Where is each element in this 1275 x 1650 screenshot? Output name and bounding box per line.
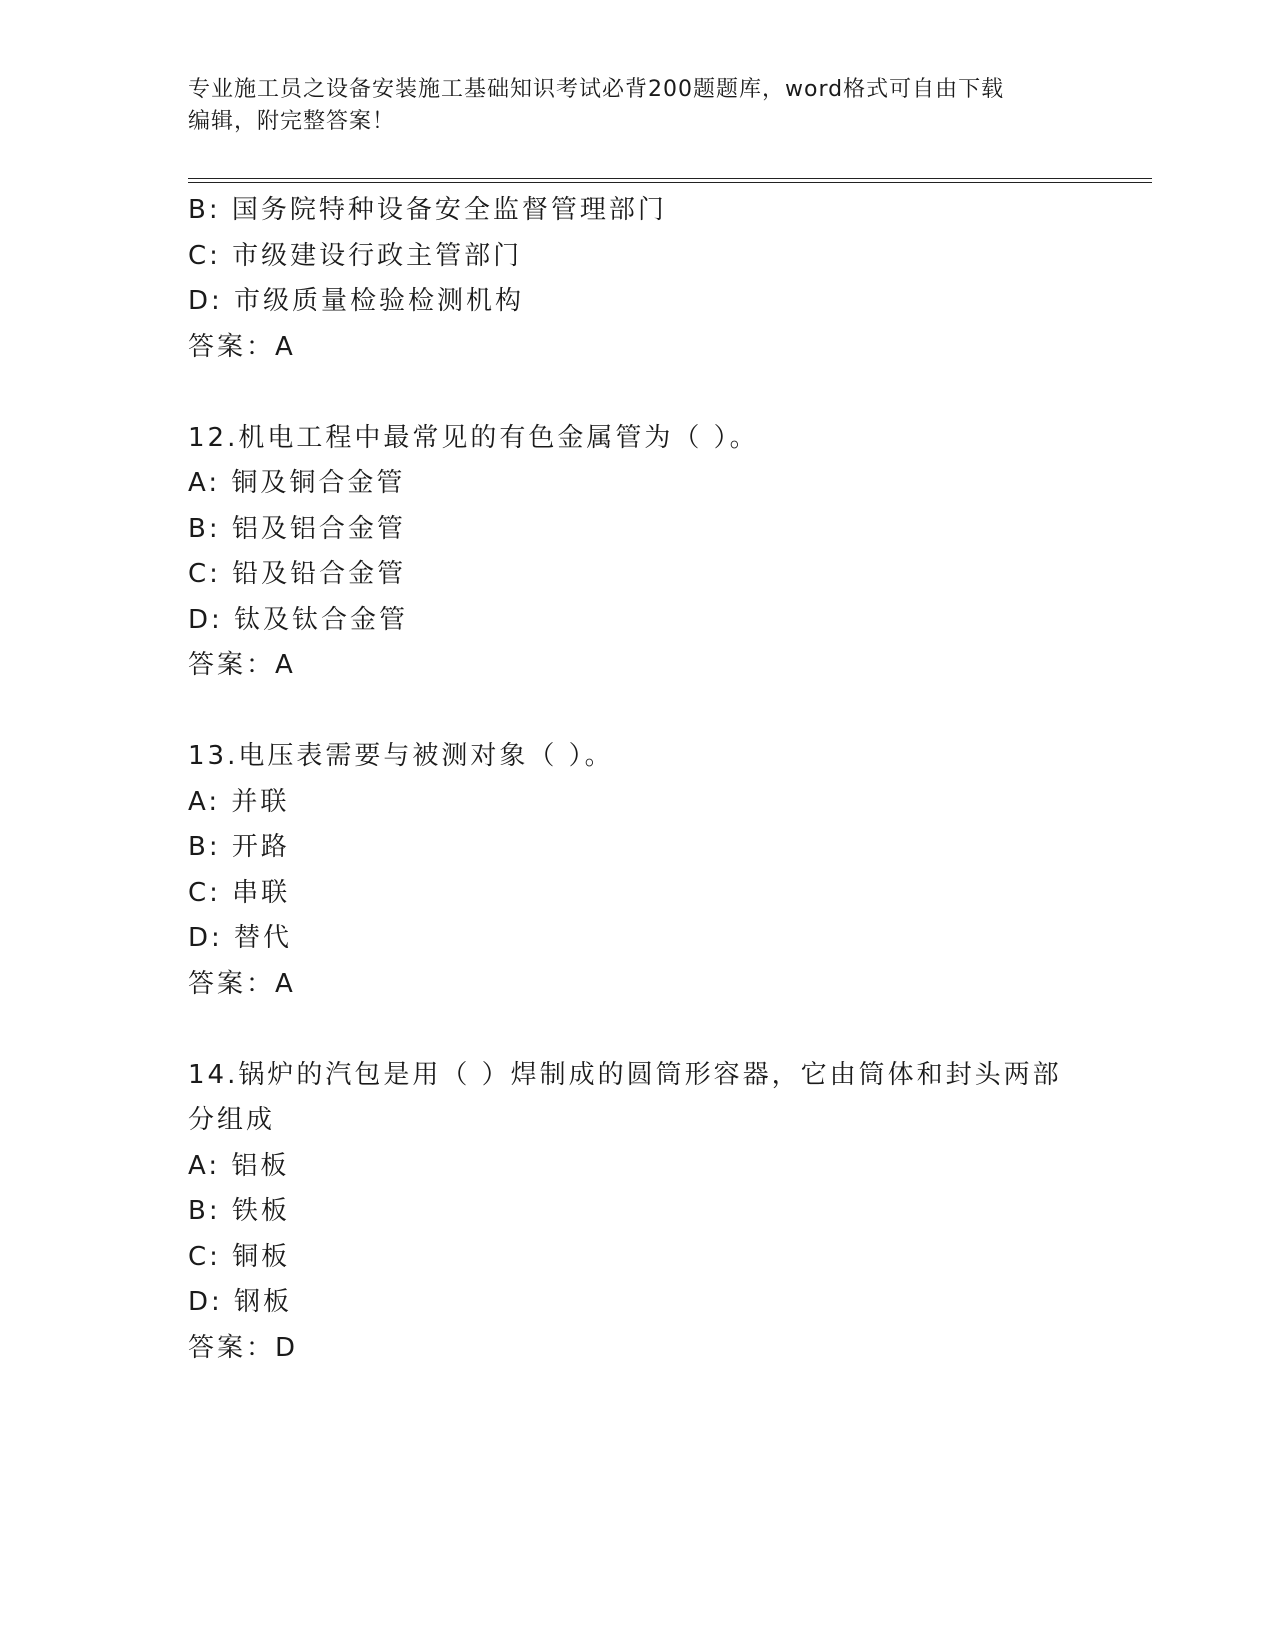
answer: 答案：D [188, 1332, 299, 1363]
question-title: 13.电压表需要与被测对象（ ）。 [188, 741, 614, 771]
option-c: C: 市级建设行政主管部门 [188, 240, 523, 271]
option-c: C: 铅及铅合金管 [188, 559, 407, 589]
question-title: 12.机电工程中最常见的有色金属管为（ ）。 [188, 422, 759, 453]
option-b: B: 开路 [188, 832, 290, 862]
answer: 答案：A [188, 968, 296, 999]
option-d: D: 钛及钛合金管 [188, 604, 409, 635]
question-14 [188, 1053, 1088, 1372]
question-13 [188, 734, 1088, 1007]
question-title [188, 1053, 1088, 1144]
option-a: A: 铝板 [188, 1150, 290, 1181]
question-title-line2: 分组成 [188, 1105, 276, 1135]
option-c: C: 铜板 [188, 1241, 291, 1272]
option-b: B: 国务院特种设备安全监督管理部门 [188, 195, 667, 225]
answer: 答案：A [188, 331, 296, 362]
header-divider [188, 178, 1152, 183]
answer: 答案：A [188, 650, 296, 680]
question-title-line1: 14.锅炉的汽包是用（ ）焊制成的圆筒形容器，它由筒体和封头两部 [188, 1059, 1062, 1090]
question-12 [188, 416, 1088, 689]
option-a: A: 并联 [188, 786, 290, 817]
option-d: D: 钢板 [188, 1287, 293, 1317]
document-header [188, 74, 1068, 138]
option-d: D: 市级质量检验检测机构 [188, 286, 525, 316]
option-d: D: 替代 [188, 923, 293, 953]
option-b: B: 铝及铝合金管 [188, 513, 406, 544]
question-list [188, 188, 1088, 1371]
header-title-line1: 专业施工员之设备安装施工基础知识考试必背200题题库，word格式可自由下载 [188, 77, 1005, 102]
question-11 [188, 188, 1088, 370]
option-a: A: 铜及铜合金管 [188, 468, 406, 498]
option-b: B: 铁板 [188, 1196, 290, 1226]
header-title-line2: 编辑，附完整答案！ [188, 109, 396, 134]
option-c: C: 串联 [188, 877, 291, 908]
